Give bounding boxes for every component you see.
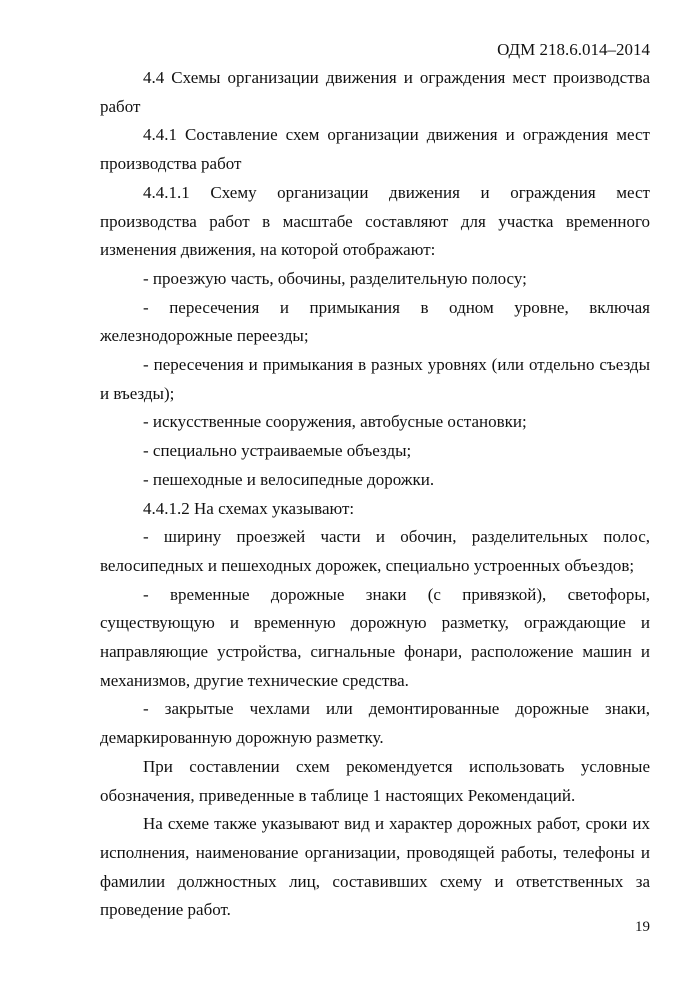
list-item: - пересечения и примыкания в одном уровне, включая железнодорожные переезды; <box>100 297 650 346</box>
list-item: - временные дорожные знаки (с привязкой), светофоры, существующую и временную дорожную разметку, ограждающие и направляющие устройства, сигнальные фонари, расположение машин и механизмов, другие технические средства. <box>100 584 650 690</box>
list-item: - пешеходные и велосипедные дорожки. <box>143 469 435 489</box>
paragraph: При составлении схем рекомендуется использовать условные обозначения, приведенные в таблице 1 настоящих Рекомендаций. <box>100 756 650 805</box>
document-code: ОДМ 218.6.014–2014 <box>497 40 650 59</box>
paragraph: На схеме также указывают вид и характер дорожных работ, сроки их исполнения, наименование организации, проводящей работы, телефоны и фамилии должностных лиц, составивших схему и ответственных за проведение работ. <box>100 814 650 920</box>
list-item: - закрытые чехлами или демонтированные дорожные знаки, демаркированную дорожную разметку. <box>100 699 650 748</box>
list-item: - пересечения и примыкания в разных уровнях (или отдельно съезды и въезды); <box>100 355 650 403</box>
subsection-heading-4-4-1: 4.4.1 Составление схем организации движения и ограждения мест производства работ <box>100 125 650 174</box>
clause-4-4-1-2: 4.4.1.2 На схемах указывают: <box>143 498 355 518</box>
page-number: 19 <box>635 919 650 935</box>
list-item: - проезжую часть, обочины, разделительную полосу; <box>143 268 527 288</box>
section-heading-4-4: 4.4 Схемы организации движения и ограждения мест производства работ <box>100 68 650 116</box>
list-item: - искусственные сооружения, автобусные остановки; <box>143 412 527 432</box>
list-item: - ширину проезжей части и обочин, разделительных полос, велосипедных и пешеходных дорожек, специально устроенных объездов; <box>100 527 650 575</box>
clause-4-4-1-1: 4.4.1.1 Схему организации движения и ограждения мест производства работ в масштабе составляют для участка временного изменения движения, на которой отображают: <box>100 182 650 260</box>
list-item: - специально устраиваемые объезды; <box>143 441 412 461</box>
body-text <box>100 64 650 925</box>
